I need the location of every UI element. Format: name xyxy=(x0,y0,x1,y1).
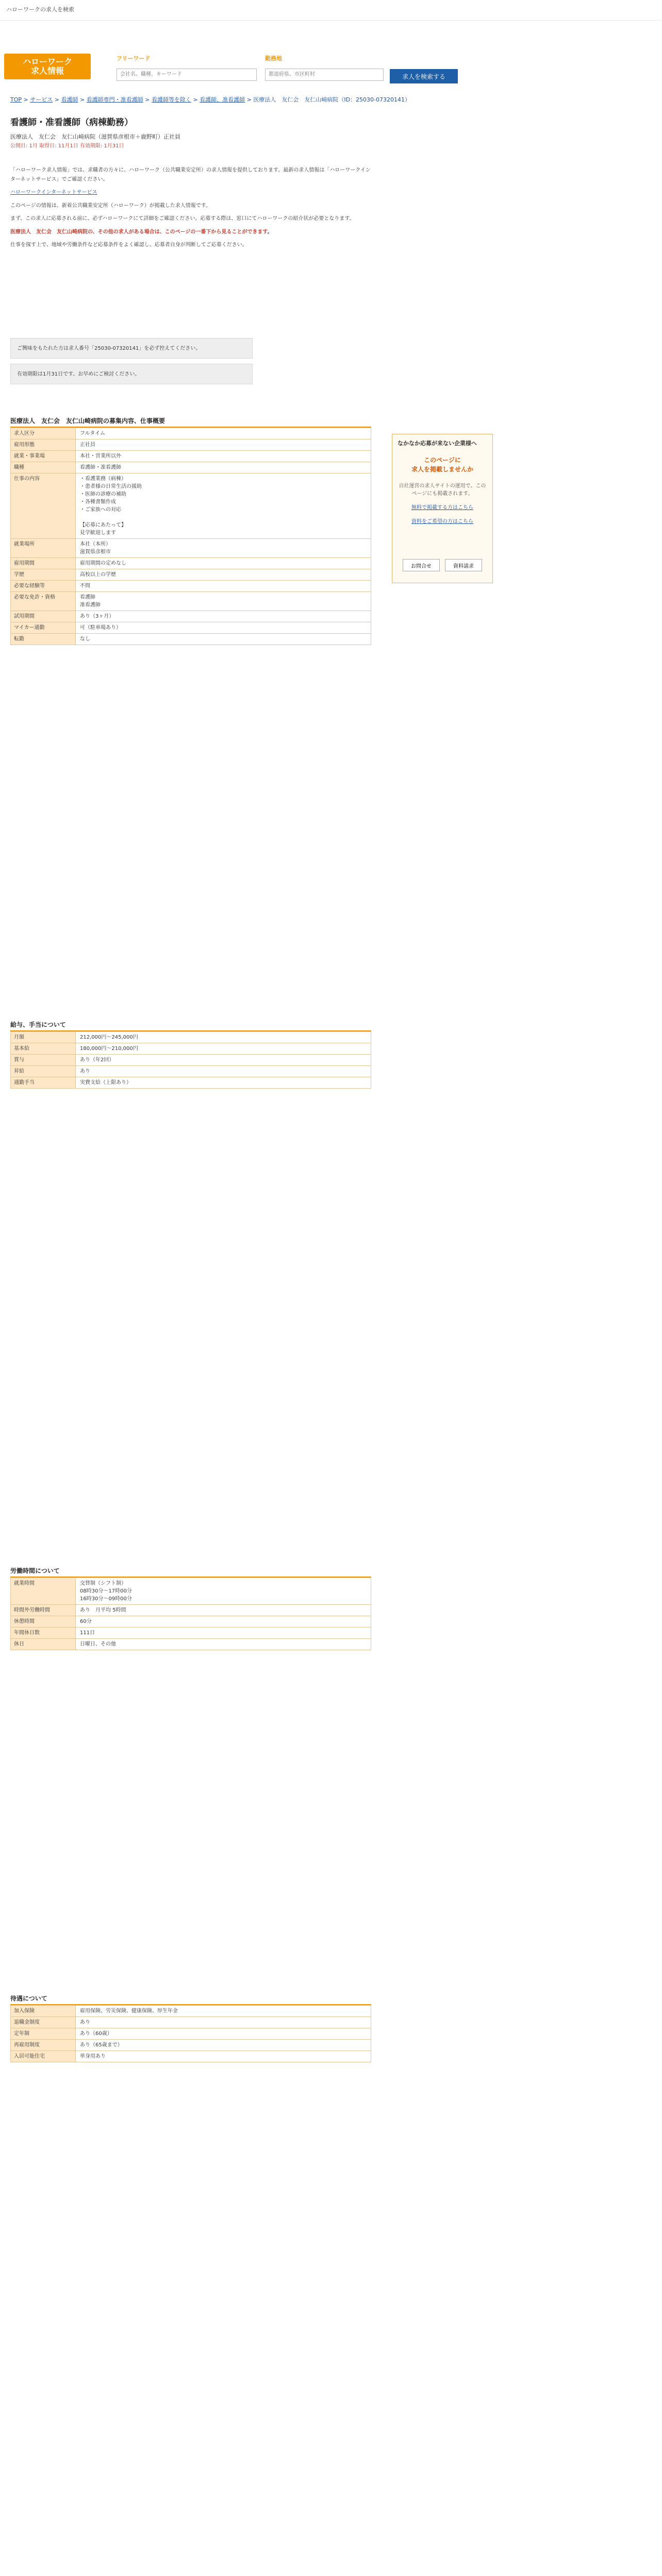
location-search xyxy=(265,55,384,81)
row-value: 実費支給（上限あり） xyxy=(80,1080,131,1086)
row-value: フルタイム xyxy=(80,431,105,436)
row-value-cell xyxy=(76,581,371,592)
table-row xyxy=(11,1032,371,1043)
hellowork-link[interactable]: ハローワークインターネットサービス xyxy=(10,190,97,195)
top-bar-text[interactable]: ハローワークの求人を検索 xyxy=(6,6,74,13)
pay-section xyxy=(10,1020,371,1089)
breadcrumb: TOP > サービス > 看護師 > 看護師専門・准看護師 > 看護師等を除く > 看護師、准看護師 > 医療法人 友仁会 友仁山崎病院（ID：25030-07320141） xyxy=(10,96,410,103)
table-row xyxy=(11,558,371,569)
row-label: 通勤手当 xyxy=(11,1077,76,1089)
row-label: 時間外労働時間 xyxy=(11,1605,76,1616)
row-value-cell xyxy=(76,1077,371,1089)
row-value-cell xyxy=(76,1639,371,1650)
row-value: 看護師・准看護師 xyxy=(80,465,121,470)
row-value: あり（3ヶ月） xyxy=(80,614,114,619)
table-row xyxy=(11,569,371,581)
job-meta: 公開日: 1月 取得日: 11月1日 有効期限: 1月31日 xyxy=(10,143,124,149)
breadcrumb-current: 医療法人 友仁会 友仁山崎病院（ID：25030-07320141） xyxy=(253,96,410,103)
advert-heading: なかなか応募が来ない企業様へ xyxy=(398,440,477,447)
row-value-cell xyxy=(76,439,371,451)
location-label: 勤務地 xyxy=(265,55,282,62)
row-value-cell xyxy=(76,1628,371,1639)
logo-line2: 求人情報 xyxy=(30,66,64,76)
row-value-cell xyxy=(76,539,371,558)
row-value: あり 月平均 5時間 xyxy=(80,1607,126,1613)
job-table xyxy=(10,428,371,645)
table-row xyxy=(11,1639,371,1650)
row-label: 入居可能住宅 xyxy=(11,2051,76,2062)
breadcrumb-item[interactable]: 看護師 xyxy=(61,96,78,103)
section-title: 労働時間について xyxy=(10,1566,371,1578)
site-logo[interactable] xyxy=(4,54,91,79)
row-label: 就業場所 xyxy=(11,539,76,558)
row-value: 可（駐車場あり） xyxy=(80,625,121,631)
benefits-table xyxy=(10,2005,371,2062)
row-value: 本社（本所） 滋賀県彦根市 xyxy=(80,541,111,555)
table-row xyxy=(11,473,371,539)
search-button[interactable]: 求人を検索する xyxy=(390,69,458,83)
row-value: 180,000円〜210,000円 xyxy=(80,1046,138,1052)
row-label: 昇給 xyxy=(11,1066,76,1077)
row-value: あり（年2回） xyxy=(80,1057,114,1063)
row-value-cell xyxy=(76,2051,371,2062)
notice-text: 有効期限は1月31日です。お早めにご検討ください。 xyxy=(17,371,140,377)
row-value: なし xyxy=(80,636,90,642)
table-row xyxy=(11,439,371,451)
row-value: 雇用期間の定めなし xyxy=(80,561,126,566)
row-value-cell xyxy=(76,428,371,439)
contact-button[interactable]: お問合せ xyxy=(403,559,440,571)
table-row xyxy=(11,451,371,462)
row-label: 職種 xyxy=(11,462,76,473)
table-row xyxy=(11,611,371,622)
row-value-cell xyxy=(76,569,371,581)
row-value-cell xyxy=(76,592,371,611)
row-label: 仕事の内容 xyxy=(11,473,76,539)
section-title: 医療法人 友仁会 友仁山崎病院の募集内容、仕事概要 xyxy=(10,416,371,428)
notice-box xyxy=(10,338,253,359)
advert-headline: このページに 求人を掲載しませんか xyxy=(411,456,473,473)
location-input[interactable] xyxy=(265,69,384,81)
table-row xyxy=(11,622,371,634)
row-value: 雇用保険、労災保険、健康保険、厚生年金 xyxy=(80,2008,178,2014)
intro-paragraph: 「ハローワーク求人情報」では、求職者の方々に、ハローワーク（公共職業安定所）の求人情報を提供しております。最新の求人情報は「ハローワークインターネットサービス」でご確認ください。 xyxy=(10,167,371,182)
table-row xyxy=(11,428,371,439)
table-row xyxy=(11,1077,371,1089)
row-label: 学歴 xyxy=(11,569,76,581)
row-label: マイカー通勤 xyxy=(11,622,76,634)
row-value: ・看護業務（病棟） ・患者様の日常生活の援助 ・医師の診療の補助 ・各種書類作成 ・ご家族への対応 【応募にあたって】 見学歓迎します xyxy=(80,476,142,536)
intro-paragraph xyxy=(10,188,371,197)
row-value-cell xyxy=(76,1578,371,1605)
row-label: 賞与 xyxy=(11,1055,76,1066)
row-value-cell xyxy=(76,558,371,569)
row-label: 基本給 xyxy=(11,1043,76,1055)
row-value: 212,000円〜245,000円 xyxy=(80,1035,138,1040)
row-label: 必要な経験等 xyxy=(11,581,76,592)
row-value-cell xyxy=(76,2040,371,2051)
row-label: 月額 xyxy=(11,1032,76,1043)
advert-sidebar xyxy=(392,434,493,583)
row-value: 単身用あり xyxy=(80,2054,106,2059)
section-title: 給与、手当について xyxy=(10,1020,371,1031)
row-value: 60分 xyxy=(80,1619,92,1624)
row-value: 本社・営業所以外 xyxy=(80,453,121,459)
row-label: 就業・事業場 xyxy=(11,451,76,462)
row-value-cell xyxy=(76,1043,371,1055)
freeword-input[interactable] xyxy=(117,69,257,81)
breadcrumb-item[interactable]: 看護師等を除く xyxy=(151,96,191,103)
pay-table xyxy=(10,1031,371,1089)
table-row xyxy=(11,2006,371,2017)
row-value: 日曜日、その他 xyxy=(80,1641,116,1647)
row-value-cell xyxy=(76,462,371,473)
intro-paragraph: このページの情報は、新着公共職業安定所（ハローワーク）が掲載した求人情報です。 xyxy=(10,202,211,209)
row-value: 高校以上の学歴 xyxy=(80,572,116,578)
row-label: 定年制 xyxy=(11,2028,76,2040)
row-value: あり xyxy=(80,2020,90,2025)
table-row xyxy=(11,2028,371,2040)
table-row xyxy=(11,592,371,611)
row-value: あり xyxy=(80,1069,90,1074)
row-label: 再雇用制度 xyxy=(11,2040,76,2051)
table-row xyxy=(11,1605,371,1616)
table-row xyxy=(11,2051,371,2062)
row-label: 雇用期間 xyxy=(11,558,76,569)
row-value-cell xyxy=(76,2028,371,2040)
breadcrumb-item[interactable]: サービス xyxy=(30,96,53,103)
request-docs-button[interactable]: 資料請求 xyxy=(445,559,482,571)
row-value: 正社員 xyxy=(80,442,95,448)
table-row xyxy=(11,1043,371,1055)
row-value: あり（65歳まで） xyxy=(80,2042,123,2048)
table-row xyxy=(11,1055,371,1066)
page-title: 看護師・准看護師（病棟勤務） xyxy=(10,117,133,128)
intro-text xyxy=(10,166,371,254)
notice-text: ご興味をもたれた方は求人番号「25030-07320141」を必ず控えてください。 xyxy=(17,345,201,351)
row-value-cell xyxy=(76,2006,371,2017)
row-value-cell xyxy=(76,622,371,634)
job-subtitle: 医療法人 友仁会 友仁山崎病院（滋賀県彦根市＋鹿野町）正社員 xyxy=(10,133,180,140)
table-row xyxy=(11,634,371,645)
row-label: 年間休日数 xyxy=(11,1628,76,1639)
freeword-label: フリーワード xyxy=(117,55,151,62)
breadcrumb-item[interactable]: 看護師専門・准看護師 xyxy=(86,96,143,103)
row-value-cell xyxy=(76,451,371,462)
row-value: 看護師 准看護師 xyxy=(80,595,101,608)
row-value-cell xyxy=(76,1055,371,1066)
row-value: あり（60歳） xyxy=(80,2031,112,2037)
table-row xyxy=(11,462,371,473)
row-value: 不問 xyxy=(80,583,90,589)
table-row xyxy=(11,2017,371,2028)
row-value-cell xyxy=(76,473,371,539)
hours-section xyxy=(10,1566,371,1650)
advert-link[interactable]: 無料で掲載する方はこちら xyxy=(411,504,473,511)
freeword-search xyxy=(117,55,257,81)
intro-paragraph: まず、この求人に応募される前に、必ずハローワークにて詳細をご確認ください。応募する際は、窓口にてハローワークの紹介状が必要となります。 xyxy=(10,216,355,222)
section-title: 待遇について xyxy=(10,1994,371,2005)
breadcrumb-item[interactable]: TOP xyxy=(10,96,22,103)
advert-link[interactable]: 資料をご希望の方はこちら xyxy=(411,518,473,524)
table-row xyxy=(11,1066,371,1077)
row-label: 雇用形態 xyxy=(11,439,76,451)
row-label: 休憩時間 xyxy=(11,1616,76,1628)
row-value-cell xyxy=(76,634,371,645)
row-label: 必要な免許・資格 xyxy=(11,592,76,611)
table-row xyxy=(11,2040,371,2051)
advert-text: 自社運営の求人サイトの運用で、このページにも掲載されます。 xyxy=(399,483,486,497)
row-label: 休日 xyxy=(11,1639,76,1650)
advert-buttons xyxy=(403,559,482,571)
table-row xyxy=(11,1578,371,1605)
site-header xyxy=(0,21,662,82)
row-value-cell xyxy=(76,611,371,622)
row-label: 就業時間 xyxy=(11,1578,76,1605)
row-value-cell xyxy=(76,1032,371,1043)
row-value: 交替制（シフト制） 08時30分〜17時00分 16時30分〜09時00分 xyxy=(80,1581,132,1602)
intro-paragraph: 医療法人 友仁会 友仁山崎病院の、その他の求人がある場合は、このページの一番下から見ることができます。 xyxy=(10,229,273,235)
row-value-cell xyxy=(76,1605,371,1616)
intro-paragraph: 仕事を探す上で、地域や労働条件など応募条件をよく確認し、応募者自身が判断してご応募ください。 xyxy=(10,242,247,248)
benefits-section xyxy=(10,1994,371,2062)
row-label: 加入保険 xyxy=(11,2006,76,2017)
hours-table xyxy=(10,1578,371,1650)
table-row xyxy=(11,581,371,592)
row-value-cell xyxy=(76,1066,371,1077)
row-label: 転勤 xyxy=(11,634,76,645)
row-label: 試用期間 xyxy=(11,611,76,622)
row-label: 求人区分 xyxy=(11,428,76,439)
logo-line1: ハローワーク xyxy=(22,56,72,66)
top-bar xyxy=(0,0,662,21)
row-value-cell xyxy=(76,2017,371,2028)
breadcrumb-item[interactable]: 看護師、准看護師 xyxy=(200,96,245,103)
row-value-cell xyxy=(76,1616,371,1628)
notice-box xyxy=(10,364,253,384)
table-row xyxy=(11,1616,371,1628)
row-value: 111日 xyxy=(80,1630,95,1636)
job-section xyxy=(10,416,371,645)
table-row xyxy=(11,539,371,558)
row-label: 退職金制度 xyxy=(11,2017,76,2028)
table-row xyxy=(11,1628,371,1639)
